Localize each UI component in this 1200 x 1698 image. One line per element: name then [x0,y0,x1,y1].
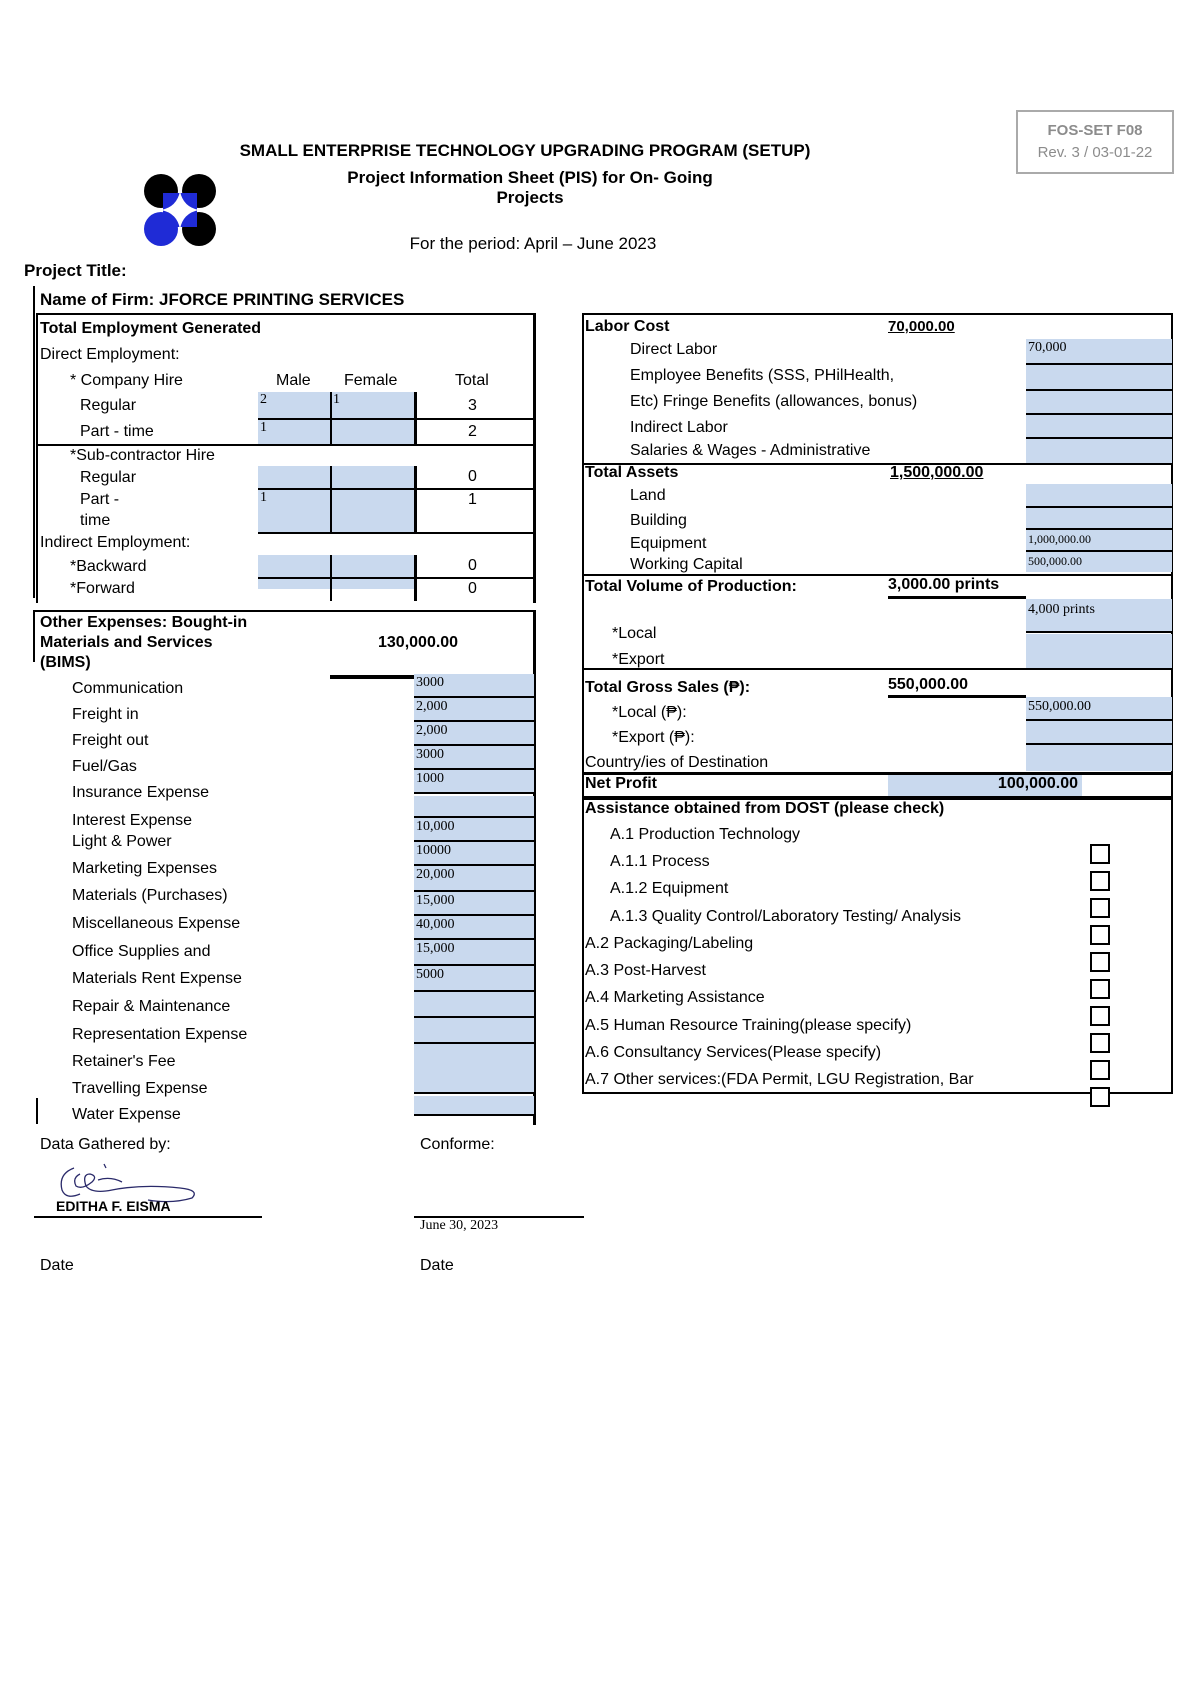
assistance-checkbox[interactable] [1090,1087,1110,1107]
assistance-checkbox[interactable] [1090,925,1110,945]
program-title: SMALL ENTERPRISE TECHNOLOGY UPGRADING PROGRAM (SETUP) [239,141,811,160]
date-label-left: Date [40,1257,74,1274]
sub-regular-label: Regular [80,469,137,486]
regular-total: 3 [468,397,477,414]
parttime-label: Part - time [80,423,154,440]
conforme-date: June 30, 2023 [420,1218,499,1233]
expense-value: 10000 [416,843,451,858]
regular-male: 2 [260,392,267,407]
expense-value-cell[interactable] [414,796,534,816]
parttime-female-cell[interactable] [331,420,415,444]
form-code: FOS-SET F08 [1047,122,1143,139]
expense-label: Interest Expense [72,812,193,829]
reporting-period: For the period: April – June 2023 [409,234,657,253]
land-label: Land [630,487,666,504]
production-export-label: *Export [612,651,665,668]
assistance-checkbox[interactable] [1090,1006,1110,1026]
expense-value: 3000 [416,747,444,762]
destination-label: Country/ies of Destination [585,754,769,771]
assistance-item-label: A.1.2 Equipment [610,880,729,897]
backward-female-cell[interactable] [331,555,415,577]
benefits-label-2: Etc) Fringe Benefits (allowances, bonus) [630,393,918,410]
indirect-employment-label: Indirect Employment: [40,534,191,551]
conforme-label: Conforme: [420,1136,495,1153]
destination-cell[interactable] [1026,745,1172,771]
backward-total: 0 [468,557,477,574]
direct-labor-value: 70,000 [1028,340,1067,355]
building-cell[interactable] [1026,508,1172,528]
benefits-label-1: Employee Benefits (SSS, PHilHealth, [630,367,895,384]
expense-label: Light & Power [72,833,172,850]
expense-value-cell[interactable] [414,992,534,1016]
data-gathered-label: Data Gathered by: [40,1136,171,1153]
expense-value: 1000 [416,771,444,786]
expense-value: 15,000 [416,941,455,956]
land-cell[interactable] [1026,484,1172,506]
production-local-label: *Local [612,625,657,642]
assistance-checkbox[interactable] [1090,952,1110,972]
date-label-right: Date [420,1257,454,1274]
col-male: Male [276,372,311,389]
expense-label: Fuel/Gas [72,758,137,775]
col-female: Female [344,372,398,389]
labor-total: 70,000.00 [888,318,955,335]
company-hire-label: * Company Hire [70,372,183,389]
sub-regular-total: 0 [468,468,477,485]
expense-label: Materials Rent Expense [72,970,242,987]
expense-value: 20,000 [416,867,455,882]
expense-value: 2,000 [416,699,448,714]
assets-total: 1,500,000.00 [890,464,984,481]
employment-title: Total Employment Generated [40,320,262,337]
salaries-label: Salaries & Wages - Administrative [630,442,871,459]
sub-part-male-cell[interactable] [258,490,330,532]
expense-value: 10,000 [416,819,455,834]
dost-logo [143,173,217,247]
expense-label: Water Expense [72,1106,181,1123]
assistance-item-label: A.1.1 Process [610,853,710,870]
assistance-title: Assistance obtained from DOST (please check) [585,800,945,817]
expense-label: Freight out [72,732,149,749]
assistance-item-label: A.7 Other services:(FDA Permit, LGU Registration, Bar [585,1071,974,1088]
parttime-male: 1 [260,420,267,435]
net-profit-value: 100,000.00 [997,775,1078,792]
forward-label: *Forward [70,580,135,597]
expense-label: Insurance Expense [72,784,209,801]
sub-part-label-1: Part - [80,491,120,508]
benefits-cell-1[interactable] [1026,365,1172,389]
expense-label: Marketing Expenses [72,860,217,877]
sub-part-male: 1 [260,490,267,505]
direct-employment-label: Direct Employment: [40,346,180,363]
expense-value: 40,000 [416,917,455,932]
sales-total: 550,000.00 [888,676,969,693]
working-capital-value: 500,000.00 [1028,554,1082,568]
expense-label: Travelling Expense [72,1080,208,1097]
sales-export-cell[interactable] [1026,721,1172,743]
expense-label: Communication [72,680,184,697]
assistance-item-label: A.1.3 Quality Control/Laboratory Testing/ Analysis [610,908,961,925]
production-title: Total Volume of Production: [585,578,797,595]
assistance-item-label: A.6 Consultancy Services(Please specify) [585,1044,882,1061]
assistance-item-label: A.5 Human Resource Training(please specify) [585,1017,912,1034]
equipment-value: 1,000,000.00 [1028,532,1091,546]
assistance-checkbox[interactable] [1090,844,1110,864]
indirect-labor-cell[interactable] [1026,415,1172,437]
direct-labor-label: Direct Labor [630,341,718,358]
expense-label: Miscellaneous Expense [72,915,241,932]
assistance-checkbox[interactable] [1090,1033,1110,1053]
assistance-item-label: A.4 Marketing Assistance [585,989,765,1006]
regular-male-cell[interactable] [258,392,330,418]
regular-female: 1 [333,392,340,407]
expense-value: 3000 [416,675,444,690]
sub-part-label-2: time [80,512,111,529]
forward-female-cell[interactable] [331,579,415,589]
expense-label: Repair & Maintenance [72,998,231,1015]
sub-regular-male-cell[interactable] [258,466,330,488]
expense-value-cell[interactable] [414,1096,534,1114]
expenses-total: 130,000.00 [378,634,459,651]
gathered-by-name: EDITHA F. EISMA [56,1198,171,1214]
col-total: Total [455,372,489,389]
parttime-total: 2 [468,423,477,440]
sales-title: Total Gross Sales (₱): [585,679,751,696]
indirect-labor-label: Indirect Labor [630,419,728,436]
assistance-item-label: A.2 Packaging/Labeling [585,935,754,952]
sub-part-total: 1 [468,491,477,508]
working-capital-label: Working Capital [630,556,743,573]
expenses-title-line1: Other Expenses: Bought-in [40,614,248,631]
assistance-checkbox[interactable] [1090,1060,1110,1080]
expense-value: 15,000 [416,893,455,908]
expense-label: Materials (Purchases) [72,887,228,904]
expense-label: Retainer's Fee [72,1053,176,1070]
sheet-title-line1: Project Information Sheet (PIS) for On- Going [347,168,713,187]
backward-label: *Backward [70,558,147,575]
firm-name: Name of Firm: JFORCE PRINTING SERVICES [40,290,405,309]
expense-value-cell[interactable] [414,1044,534,1092]
assistance-checkbox[interactable] [1090,898,1110,918]
regular-female-cell[interactable] [331,392,415,418]
assistance-item-label: A.1 Production Technology [610,826,801,843]
production-export-cell[interactable] [1026,634,1172,668]
expense-label: Representation Expense [72,1026,248,1043]
sub-part-female-cell[interactable] [331,490,415,532]
production-value: 4,000 prints [1028,602,1095,617]
regular-label: Regular [80,397,137,414]
sheet-title-line2: Projects [496,188,564,207]
expense-value: 5000 [416,967,444,982]
parttime-male-cell[interactable] [258,420,330,444]
forward-total: 0 [468,580,477,597]
benefits-cell-2[interactable] [1026,391,1172,413]
net-profit-label: Net Profit [585,775,657,792]
production-total: 3,000.00 prints [888,576,1000,593]
labor-title: Labor Cost [585,318,670,335]
sales-local-label: *Local (₱): [612,704,687,721]
expenses-title-line3: (BIMS) [40,654,91,671]
sales-export-label: *Export (₱): [612,729,695,746]
salaries-cell[interactable] [1026,439,1172,463]
assistance-checkbox[interactable] [1090,979,1110,999]
assistance-item-label: A.3 Post-Harvest [585,962,706,979]
sales-local-value: 550,000.00 [1028,699,1091,714]
sub-regular-female-cell[interactable] [331,466,415,488]
expense-value: 2,000 [416,723,448,738]
project-title-label: Project Title: [24,261,127,280]
expense-value-cell[interactable] [414,1018,534,1042]
backward-male-cell[interactable] [258,555,330,577]
expense-label: Freight in [72,706,139,723]
form-revision: Rev. 3 / 03-01-22 [1037,144,1153,161]
expenses-title-line2: Materials and Services [40,634,213,651]
forward-male-cell[interactable] [258,579,330,589]
building-label: Building [630,512,687,529]
expense-label: Office Supplies and [72,943,211,960]
subcontractor-label: *Sub-contractor Hire [70,447,215,464]
assistance-checkbox[interactable] [1090,871,1110,891]
assets-title: Total Assets [585,464,679,481]
equipment-label: Equipment [630,535,707,552]
